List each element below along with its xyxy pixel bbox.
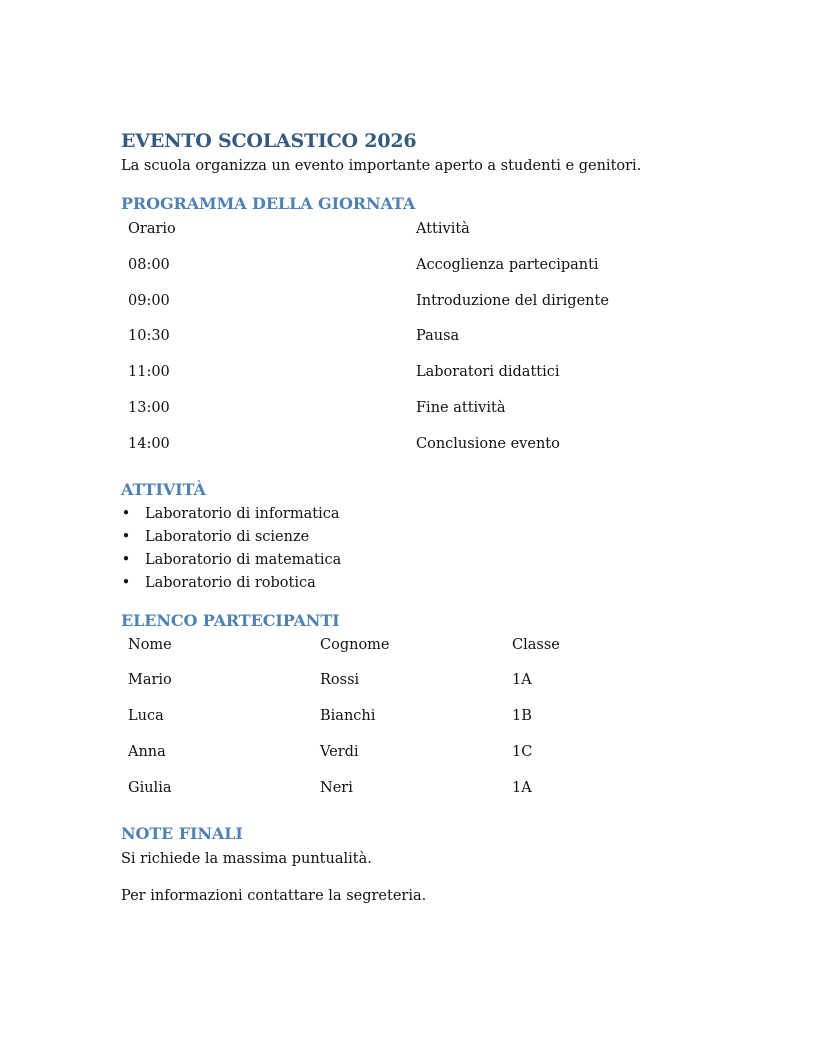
list-item (121, 526, 701, 549)
table-row (121, 706, 560, 742)
class-cell: 1A (512, 672, 532, 689)
list-item-label: Laboratorio di scienze (145, 528, 310, 545)
name-cell: Luca (128, 708, 164, 725)
class-cell: 1C (512, 743, 533, 760)
time-cell: 13:00 (128, 399, 170, 416)
column-header-activity: Attività (416, 221, 470, 237)
time-cell: 11:00 (128, 364, 170, 381)
list-item-label: Laboratorio di informatica (145, 505, 340, 522)
name-cell: Mario (128, 672, 172, 689)
time-cell: 08:00 (128, 256, 170, 273)
list-item-label: Laboratorio di matematica (145, 551, 342, 568)
participants-table (121, 635, 560, 814)
list-item (121, 549, 701, 572)
program-heading: PROGRAMMA DELLA GIORNATA (121, 194, 416, 213)
table-row (121, 291, 609, 327)
bullet-icon: • (121, 505, 131, 522)
table-row (121, 778, 560, 814)
program-table (121, 219, 609, 470)
document-title: EVENTO SCOLASTICO 2026 (121, 130, 417, 152)
table-header-row (121, 219, 609, 255)
intro-paragraph: La scuola organizza un evento importante aperto a studenti e genitori. (121, 158, 642, 174)
bullet-icon: • (121, 574, 131, 591)
notes-heading: NOTE FINALI (121, 823, 243, 843)
activities-list (121, 503, 701, 595)
surname-cell: Rossi (320, 672, 360, 689)
document-page (121, 128, 701, 907)
activity-cell: Laboratori didattici (416, 364, 560, 381)
time-cell: 09:00 (128, 292, 170, 309)
column-header-name: Nome (128, 636, 172, 653)
activities-heading: ATTIVITÀ (121, 479, 206, 499)
table-row (121, 362, 609, 398)
class-cell: 1A (512, 779, 532, 796)
column-header-surname: Cognome (320, 636, 390, 653)
list-item (121, 572, 701, 595)
time-cell: 14:00 (128, 435, 170, 452)
participants-heading: ELENCO PARTECIPANTI (121, 610, 340, 630)
activity-cell: Pausa (416, 328, 460, 345)
activity-cell: Introduzione del dirigente (416, 292, 609, 309)
list-item-label: Laboratorio di robotica (145, 574, 316, 591)
column-header-time: Orario (128, 221, 176, 237)
table-row (121, 742, 560, 778)
time-cell: 10:30 (128, 328, 170, 345)
surname-cell: Neri (320, 779, 353, 796)
bullet-icon: • (121, 551, 131, 568)
note-line: Si richiede la massima puntualità. (121, 850, 372, 867)
table-row (121, 398, 609, 434)
surname-cell: Verdi (320, 743, 359, 760)
activity-cell: Fine attività (416, 399, 506, 416)
name-cell: Giulia (128, 779, 172, 796)
table-row (121, 670, 560, 706)
table-header-row (121, 635, 560, 671)
name-cell: Anna (128, 743, 166, 760)
class-cell: 1B (512, 708, 532, 725)
column-header-class: Classe (512, 636, 560, 653)
list-item (121, 503, 701, 526)
activity-cell: Conclusione evento (416, 435, 560, 452)
bullet-icon: • (121, 528, 131, 545)
table-row (121, 326, 609, 362)
activity-cell: Accoglienza partecipanti (416, 256, 599, 273)
table-row (121, 255, 609, 291)
surname-cell: Bianchi (320, 708, 376, 725)
note-line: Per informazioni contattare la segreteria. (121, 887, 427, 904)
table-row (121, 434, 609, 470)
